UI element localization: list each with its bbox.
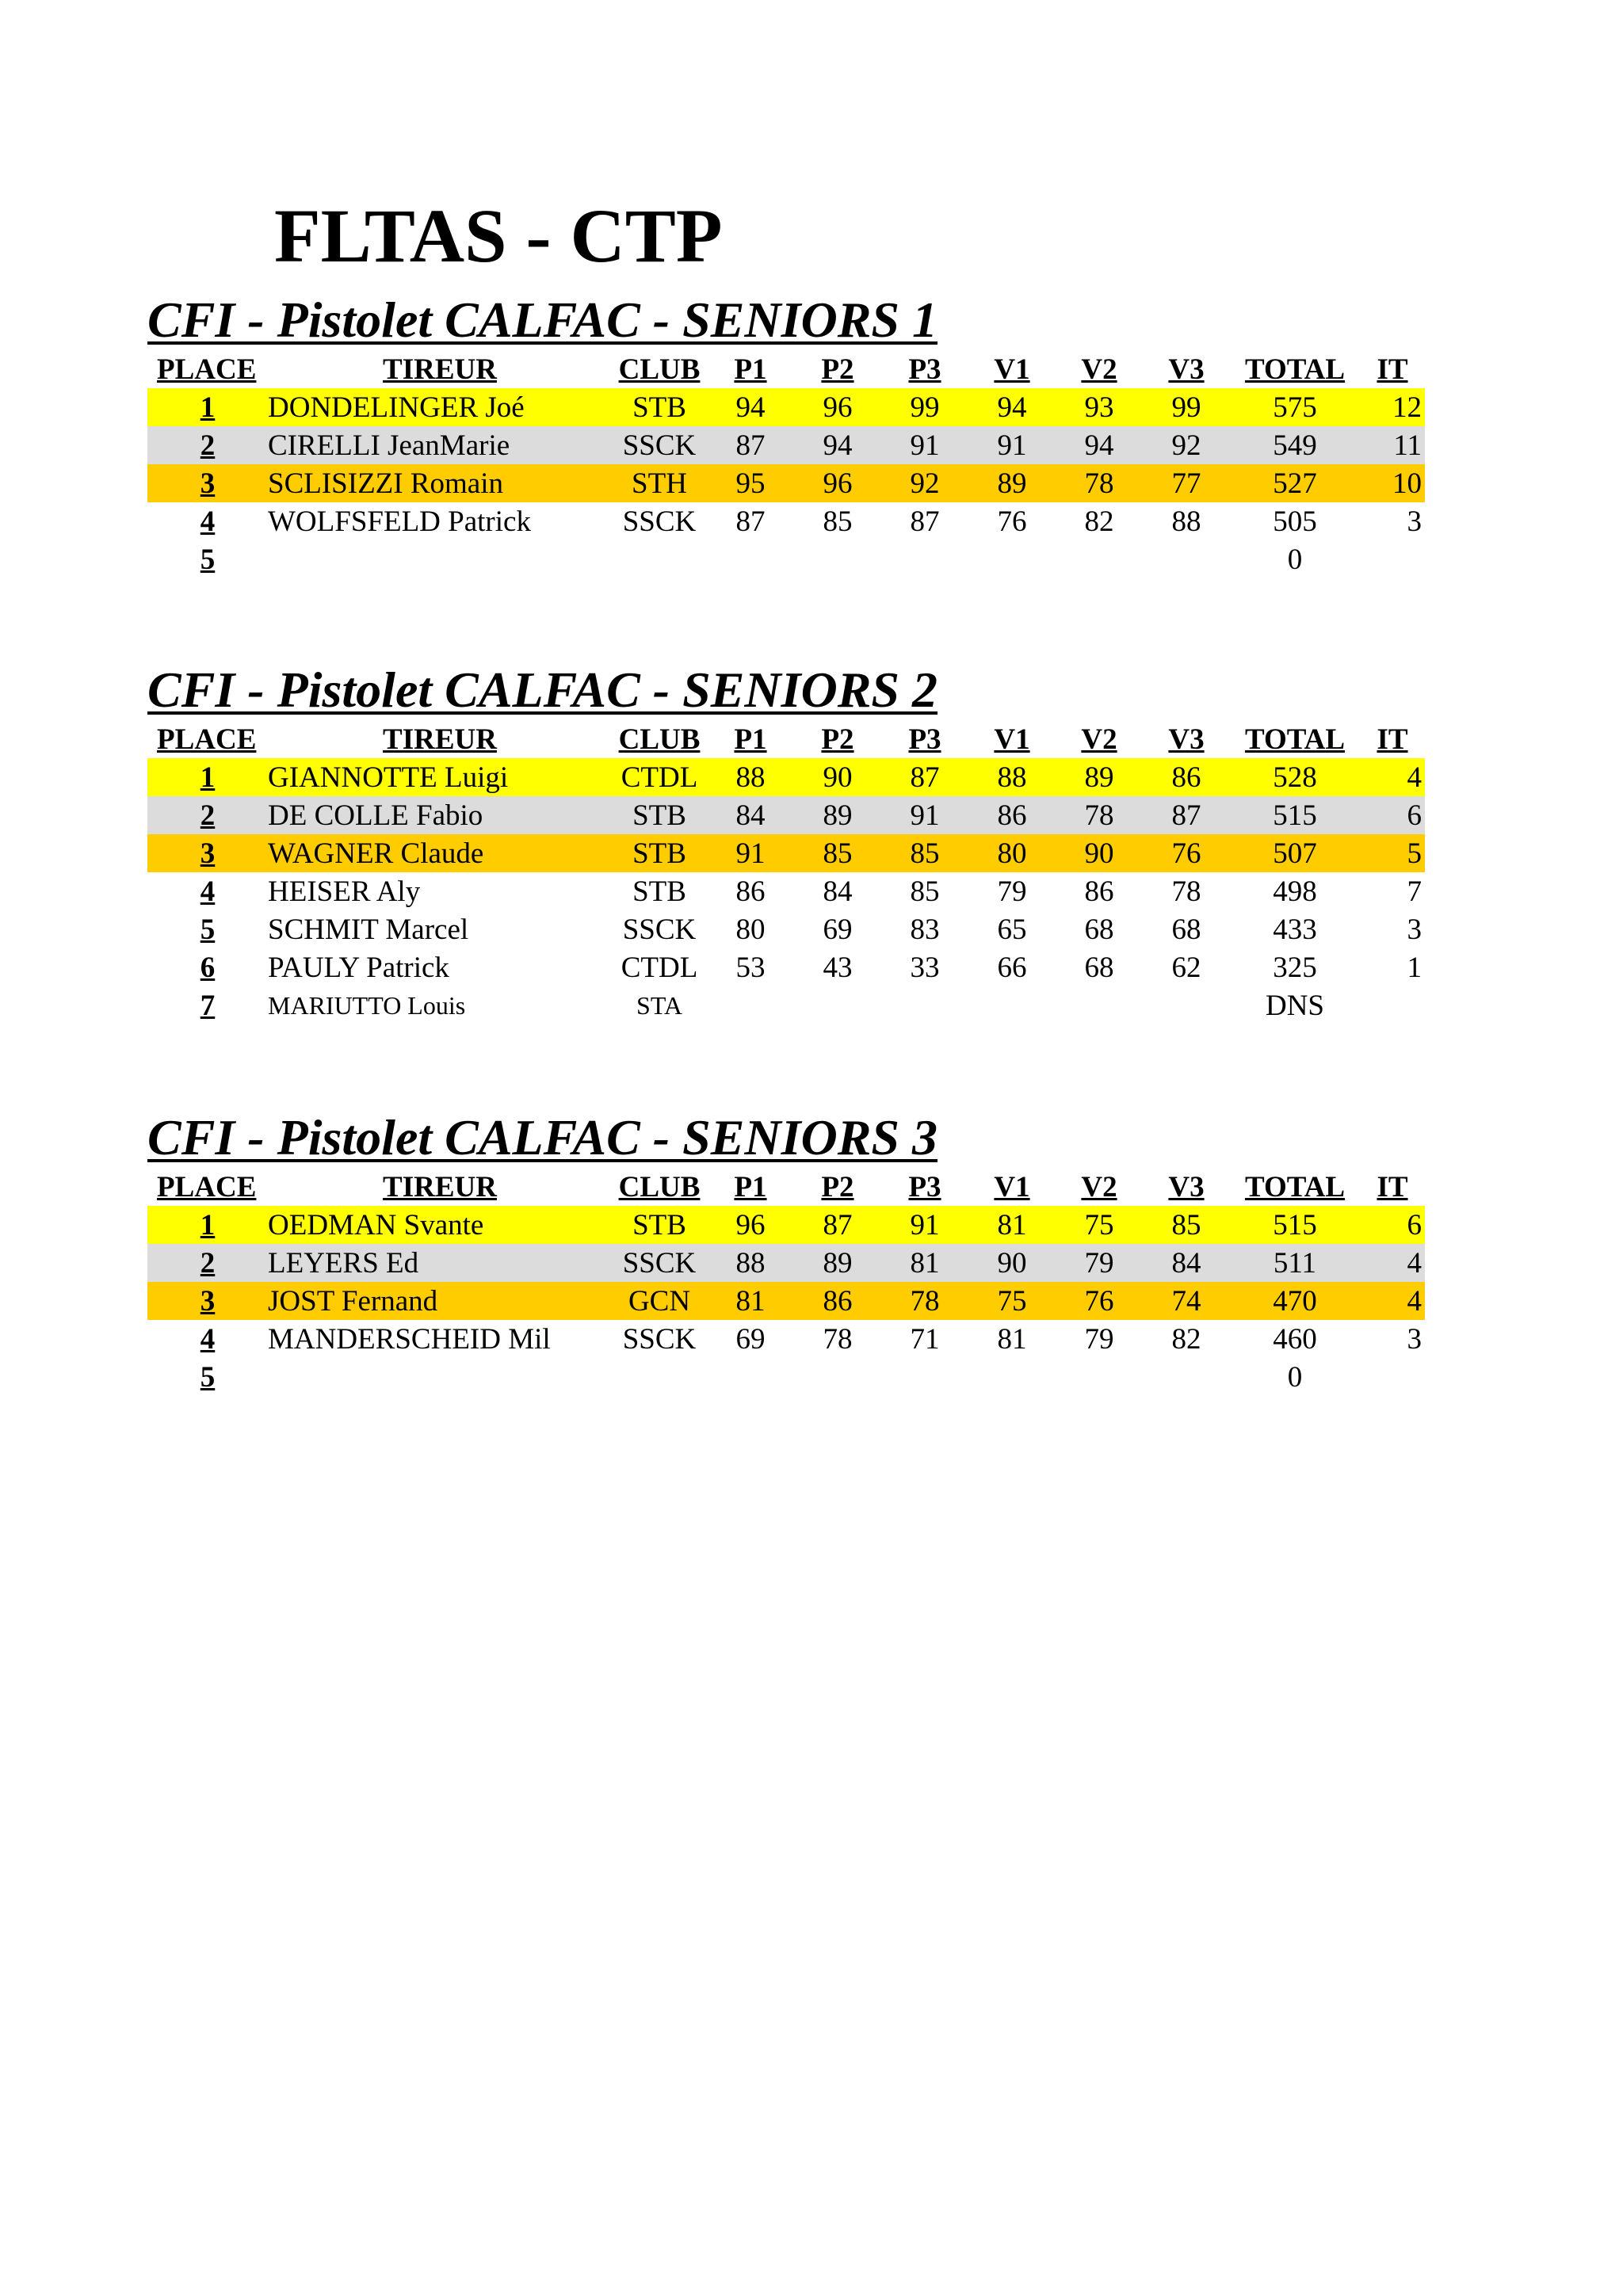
p3-cell: 81 <box>881 1244 968 1282</box>
it-cell: 3 <box>1407 913 1422 946</box>
results-table <box>147 350 1425 578</box>
total-header: TOTAL <box>1244 353 1346 386</box>
p1-cell: 95 <box>707 464 794 502</box>
it-cell: 4 <box>1360 1244 1425 1282</box>
shooter-header: TIREUR <box>383 723 497 756</box>
results-table <box>147 720 1425 1024</box>
club-header: CLUB <box>618 353 701 386</box>
p1-cell: 86 <box>735 875 766 908</box>
p1-cell <box>707 1358 794 1396</box>
it-cell: 3 <box>1407 505 1422 538</box>
results-section-seniors-3 <box>147 1108 1425 1396</box>
v2-header: V2 <box>1081 723 1117 756</box>
it-cell <box>1360 986 1425 1024</box>
total-cell: DNS <box>1265 989 1325 1022</box>
v2-cell: 68 <box>1084 913 1114 946</box>
v1-cell: 90 <box>968 1244 1056 1282</box>
v3-cell: 85 <box>1143 1206 1230 1244</box>
table-header-row <box>147 1168 1425 1206</box>
club-cell: SSCK <box>612 426 707 464</box>
v2-cell: 86 <box>1084 875 1114 908</box>
club-cell: SSCK <box>622 505 697 538</box>
p3-cell: 71 <box>910 1322 940 1356</box>
shooter-name-cell: DE COLLE Fabio <box>268 796 612 834</box>
v3-cell: 92 <box>1143 426 1230 464</box>
p1-header: P1 <box>734 723 767 756</box>
club-cell: GCN <box>612 1282 707 1320</box>
v2-cell: 76 <box>1056 1282 1143 1320</box>
v3-header: V3 <box>1168 723 1205 756</box>
p2-cell: 96 <box>794 464 881 502</box>
shooter-name-cell: GIANNOTTE Luigi <box>268 758 612 796</box>
total-cell: 515 <box>1230 1206 1360 1244</box>
total-cell: 515 <box>1230 796 1360 834</box>
club-cell: STB <box>612 796 707 834</box>
it-cell: 10 <box>1360 464 1425 502</box>
v2-cell <box>1056 986 1143 1024</box>
place-cell: 1 <box>147 388 268 426</box>
p3-header: P3 <box>908 353 941 386</box>
p3-cell: 99 <box>881 388 968 426</box>
p2-header: P2 <box>821 1170 854 1203</box>
p1-cell: 81 <box>707 1282 794 1320</box>
p1-cell: 84 <box>707 796 794 834</box>
v1-cell: 88 <box>968 758 1056 796</box>
shooter-name-cell: MARIUTTO Louis <box>268 990 466 1020</box>
v1-cell: 81 <box>968 1206 1056 1244</box>
v2-cell <box>1056 1358 1143 1396</box>
section-title: CFI - Pistolet CALFAC - SENIORS 1 <box>147 292 938 348</box>
v1-cell <box>968 540 1056 578</box>
total-cell: 505 <box>1273 505 1317 538</box>
place-cell: 5 <box>200 543 216 576</box>
v3-cell: 86 <box>1143 758 1230 796</box>
place-cell: 1 <box>147 1206 268 1244</box>
p1-header: P1 <box>734 1170 767 1203</box>
v3-cell <box>1143 1358 1230 1396</box>
v1-cell: 86 <box>968 796 1056 834</box>
it-header: IT <box>1377 1170 1408 1203</box>
p1-cell: 88 <box>707 758 794 796</box>
it-cell: 1 <box>1407 951 1422 984</box>
it-header: IT <box>1377 723 1408 756</box>
v1-cell: 66 <box>997 951 1027 984</box>
results-table <box>147 1168 1425 1396</box>
v2-cell: 93 <box>1056 388 1143 426</box>
table-row <box>147 872 1425 910</box>
total-cell: 498 <box>1273 875 1317 908</box>
it-cell: 6 <box>1360 796 1425 834</box>
v2-cell: 79 <box>1084 1322 1114 1356</box>
shooter-name-cell <box>268 540 612 578</box>
v1-cell: 89 <box>968 464 1056 502</box>
p2-cell: 85 <box>823 505 853 538</box>
p3-cell <box>881 986 968 1024</box>
it-cell <box>1360 1358 1425 1396</box>
table-row <box>147 502 1425 540</box>
place-cell: 3 <box>147 464 268 502</box>
shooter-name-cell: SCLISIZZI Romain <box>268 464 612 502</box>
place-cell: 1 <box>147 758 268 796</box>
p3-header: P3 <box>908 723 941 756</box>
p3-cell: 83 <box>910 913 940 946</box>
p2-header: P2 <box>821 723 854 756</box>
total-cell: 511 <box>1230 1244 1360 1282</box>
table-row <box>147 910 1425 948</box>
p2-cell: 89 <box>794 796 881 834</box>
total-cell: 0 <box>1287 543 1303 576</box>
shooter-name-cell: WOLFSFELD Patrick <box>268 505 531 538</box>
it-cell: 4 <box>1360 758 1425 796</box>
section-title: CFI - Pistolet CALFAC - SENIORS 3 <box>147 1109 938 1165</box>
v2-header: V2 <box>1081 353 1117 386</box>
it-cell: 5 <box>1360 834 1425 872</box>
results-section-seniors-1 <box>147 290 1425 578</box>
p3-cell: 85 <box>910 875 940 908</box>
v3-cell: 87 <box>1143 796 1230 834</box>
table-header-row <box>147 720 1425 758</box>
club-cell: STB <box>612 388 707 426</box>
v2-cell: 94 <box>1056 426 1143 464</box>
table-row <box>147 1244 1425 1282</box>
shooter-name-cell: WAGNER Claude <box>268 834 612 872</box>
v3-cell: 76 <box>1143 834 1230 872</box>
total-cell: 507 <box>1230 834 1360 872</box>
v2-cell: 90 <box>1056 834 1143 872</box>
p3-cell: 91 <box>881 1206 968 1244</box>
v3-cell: 84 <box>1143 1244 1230 1282</box>
v1-cell: 79 <box>997 875 1027 908</box>
v3-cell: 78 <box>1171 875 1201 908</box>
v2-cell: 68 <box>1084 951 1114 984</box>
club-cell: STH <box>612 464 707 502</box>
v3-cell: 99 <box>1143 388 1230 426</box>
p1-cell: 91 <box>707 834 794 872</box>
shooter-name-cell <box>268 1358 612 1396</box>
club-cell: STB <box>612 834 707 872</box>
p1-cell: 96 <box>707 1206 794 1244</box>
p2-cell <box>794 1358 881 1396</box>
v1-cell: 80 <box>968 834 1056 872</box>
table-row <box>147 948 1425 986</box>
place-cell: 2 <box>147 1244 268 1282</box>
shooter-name-cell: PAULY Patrick <box>268 951 449 984</box>
v3-cell <box>1143 986 1230 1024</box>
shooter-header: TIREUR <box>383 353 497 386</box>
it-cell: 11 <box>1360 426 1425 464</box>
p2-cell: 85 <box>794 834 881 872</box>
document-title: FLTAS - CTP <box>274 193 723 278</box>
p2-cell: 78 <box>823 1322 853 1356</box>
place-cell: 5 <box>200 913 216 946</box>
p1-cell <box>707 986 794 1024</box>
p1-header: P1 <box>734 353 767 386</box>
v2-cell: 78 <box>1056 464 1143 502</box>
p3-cell: 91 <box>881 796 968 834</box>
p1-cell: 80 <box>735 913 766 946</box>
it-cell: 3 <box>1407 1322 1422 1356</box>
p1-cell: 87 <box>735 505 766 538</box>
shooter-name-cell: SCHMIT Marcel <box>268 913 469 946</box>
p3-cell: 33 <box>910 951 940 984</box>
shooter-name-cell: OEDMAN Svante <box>268 1206 612 1244</box>
place-cell: 5 <box>200 1360 216 1394</box>
v2-cell: 89 <box>1056 758 1143 796</box>
v3-cell <box>1143 540 1230 578</box>
shooter-name-cell: DONDELINGER Joé <box>268 388 612 426</box>
total-header: TOTAL <box>1244 723 1346 756</box>
p2-cell: 89 <box>794 1244 881 1282</box>
v1-cell: 94 <box>968 388 1056 426</box>
total-header: TOTAL <box>1244 1170 1346 1203</box>
it-cell: 7 <box>1407 875 1422 908</box>
club-cell: STB <box>612 1206 707 1244</box>
club-cell: SSCK <box>622 1322 697 1356</box>
club-cell: SSCK <box>622 913 697 946</box>
v2-cell: 75 <box>1056 1206 1143 1244</box>
p2-cell: 43 <box>823 951 853 984</box>
table-row <box>147 986 1425 1024</box>
p2-cell: 94 <box>794 426 881 464</box>
table-row <box>147 796 1425 834</box>
v2-header: V2 <box>1081 1170 1117 1203</box>
place-cell: 3 <box>147 834 268 872</box>
place-cell: 2 <box>147 796 268 834</box>
place-cell: 7 <box>200 989 216 1022</box>
p3-cell: 78 <box>881 1282 968 1320</box>
v1-cell <box>968 1358 1056 1396</box>
place-header: PLACE <box>157 353 257 386</box>
shooter-name-cell: HEISER Aly <box>268 875 421 908</box>
p1-cell: 94 <box>707 388 794 426</box>
club-header: CLUB <box>618 1170 701 1203</box>
shooter-name-cell: CIRELLI JeanMarie <box>268 426 612 464</box>
it-cell <box>1360 540 1425 578</box>
v3-header: V3 <box>1168 1170 1205 1203</box>
v2-cell: 79 <box>1056 1244 1143 1282</box>
total-cell: 527 <box>1230 464 1360 502</box>
total-cell: 0 <box>1287 1360 1303 1394</box>
p2-cell: 90 <box>794 758 881 796</box>
total-cell: 470 <box>1230 1282 1360 1320</box>
v2-cell: 78 <box>1056 796 1143 834</box>
place-cell: 4 <box>200 875 216 908</box>
p3-cell: 85 <box>881 834 968 872</box>
it-cell: 12 <box>1360 388 1425 426</box>
total-cell: 575 <box>1230 388 1360 426</box>
p2-cell: 87 <box>794 1206 881 1244</box>
shooter-name-cell: MANDERSCHEID Mil <box>268 1322 551 1356</box>
club-cell: CTDL <box>621 951 698 984</box>
club-header: CLUB <box>618 723 701 756</box>
v1-cell <box>968 986 1056 1024</box>
p3-cell <box>881 540 968 578</box>
it-cell: 6 <box>1360 1206 1425 1244</box>
place-cell: 4 <box>200 1322 216 1356</box>
v3-cell: 74 <box>1143 1282 1230 1320</box>
p2-cell: 96 <box>794 388 881 426</box>
p3-cell <box>881 1358 968 1396</box>
v1-cell: 81 <box>997 1322 1027 1356</box>
p2-header: P2 <box>821 353 854 386</box>
table-row <box>147 1358 1425 1396</box>
v3-cell: 68 <box>1171 913 1201 946</box>
shooter-header: TIREUR <box>383 1170 497 1203</box>
p3-cell: 87 <box>910 505 940 538</box>
total-cell: 528 <box>1230 758 1360 796</box>
v2-cell: 82 <box>1084 505 1114 538</box>
v1-header: V1 <box>994 353 1030 386</box>
v1-cell: 75 <box>968 1282 1056 1320</box>
v3-header: V3 <box>1168 353 1205 386</box>
p1-cell <box>707 540 794 578</box>
shooter-name-cell: LEYERS Ed <box>268 1244 612 1282</box>
total-cell: 460 <box>1273 1322 1317 1356</box>
p2-cell: 69 <box>823 913 853 946</box>
club-cell <box>612 1358 707 1396</box>
p1-cell: 87 <box>707 426 794 464</box>
p1-cell: 88 <box>707 1244 794 1282</box>
v1-cell: 91 <box>968 426 1056 464</box>
place-cell: 2 <box>147 426 268 464</box>
club-cell: SSCK <box>612 1244 707 1282</box>
place-cell: 3 <box>147 1282 268 1320</box>
v3-cell: 88 <box>1171 505 1201 538</box>
table-row <box>147 1206 1425 1244</box>
place-header: PLACE <box>157 723 257 756</box>
v1-header: V1 <box>994 1170 1030 1203</box>
total-cell: 433 <box>1273 913 1317 946</box>
v2-cell <box>1056 540 1143 578</box>
table-header-row <box>147 350 1425 388</box>
v3-cell: 62 <box>1171 951 1201 984</box>
p3-header: P3 <box>908 1170 941 1203</box>
p2-cell: 86 <box>794 1282 881 1320</box>
p1-cell: 69 <box>735 1322 766 1356</box>
table-row <box>147 834 1425 872</box>
it-header: IT <box>1377 353 1408 386</box>
v1-cell: 76 <box>997 505 1027 538</box>
p2-cell <box>794 540 881 578</box>
table-row <box>147 388 1425 426</box>
p3-cell: 91 <box>881 426 968 464</box>
section-title: CFI - Pistolet CALFAC - SENIORS 2 <box>147 662 938 718</box>
total-cell: 325 <box>1273 951 1317 984</box>
p1-cell: 53 <box>735 951 766 984</box>
p3-cell: 87 <box>881 758 968 796</box>
club-cell <box>612 540 707 578</box>
club-cell: STB <box>632 875 686 908</box>
p2-cell: 84 <box>823 875 853 908</box>
table-row <box>147 758 1425 796</box>
v1-cell: 65 <box>997 913 1027 946</box>
results-section-seniors-2 <box>147 660 1425 1024</box>
club-cell: STA <box>636 990 682 1020</box>
shooter-name-cell: JOST Fernand <box>268 1282 612 1320</box>
place-cell: 4 <box>200 505 216 538</box>
p2-cell <box>794 986 881 1024</box>
p3-cell: 92 <box>881 464 968 502</box>
v3-cell: 82 <box>1171 1322 1201 1356</box>
table-row <box>147 1282 1425 1320</box>
total-cell: 549 <box>1230 426 1360 464</box>
table-row <box>147 426 1425 464</box>
it-cell: 4 <box>1360 1282 1425 1320</box>
club-cell: CTDL <box>612 758 707 796</box>
v3-cell: 77 <box>1143 464 1230 502</box>
v1-header: V1 <box>994 723 1030 756</box>
place-cell: 6 <box>200 951 216 984</box>
place-header: PLACE <box>157 1170 257 1203</box>
table-row <box>147 540 1425 578</box>
table-row <box>147 1320 1425 1358</box>
table-row <box>147 464 1425 502</box>
